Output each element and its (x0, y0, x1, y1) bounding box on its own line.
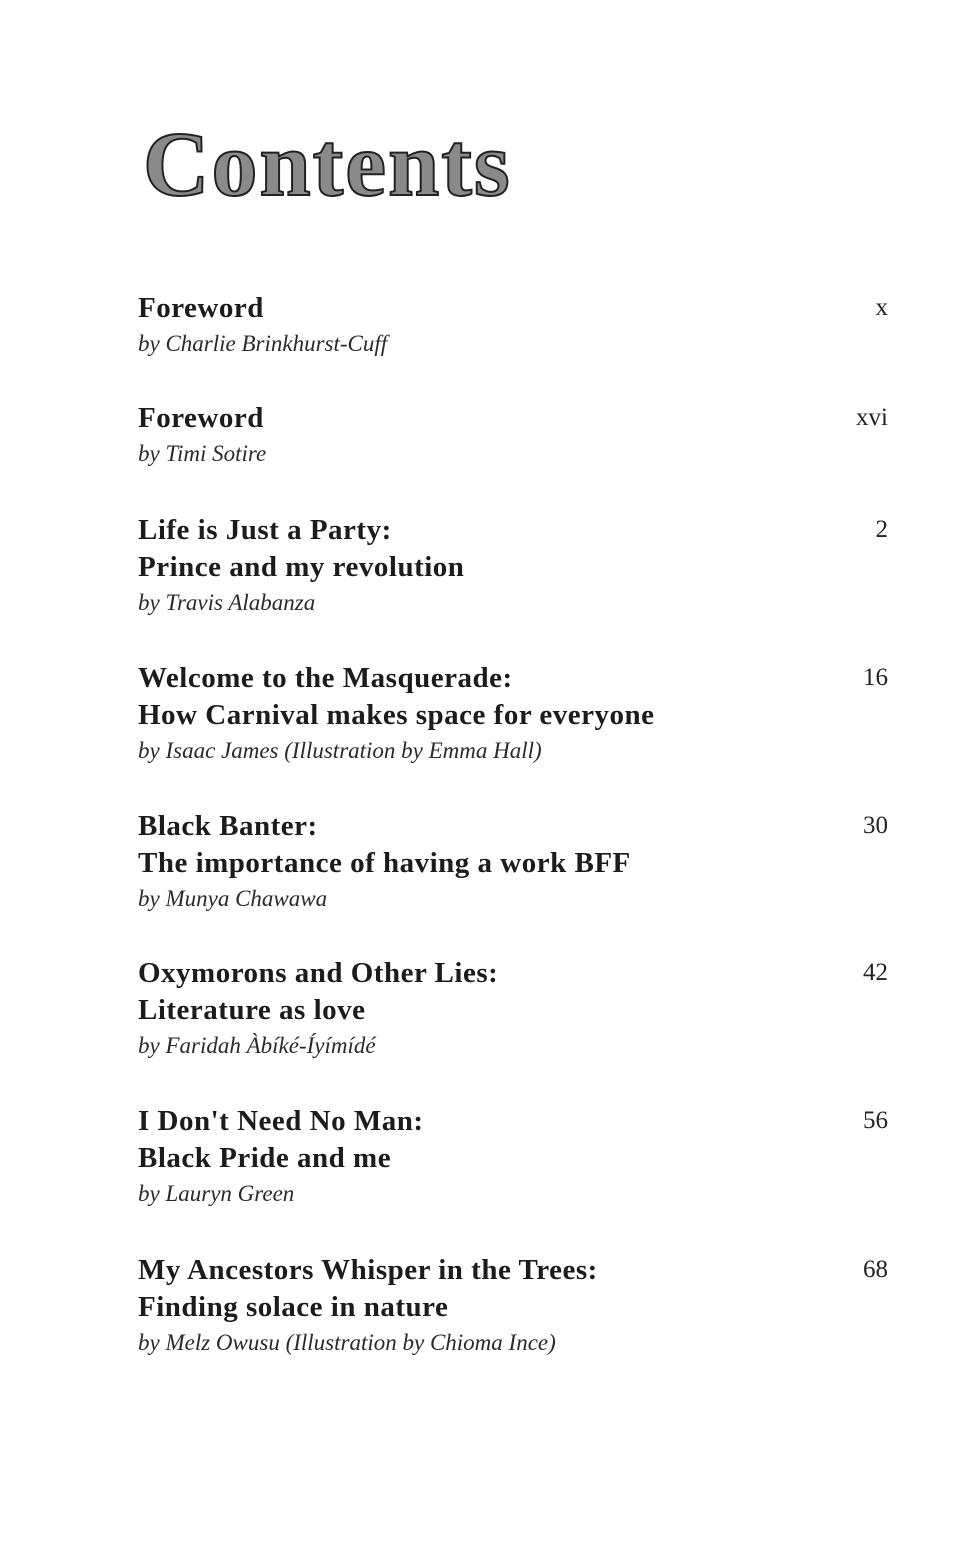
entry-title: Life is Just a Party: (138, 514, 392, 546)
entry-page-number: 30 (863, 812, 888, 839)
entry-subtitle: Prince and my revolution (138, 551, 465, 583)
entry-byline: by Munya Chawawa (138, 886, 328, 911)
entry-subtitle: The importance of having a work BFF (138, 847, 631, 879)
entry-byline: by Melz Owusu (Illustration by Chioma Ince) (138, 1330, 556, 1355)
toc-entry[interactable] (138, 1252, 898, 1360)
entry-title: Welcome to the Masquerade: (138, 662, 513, 694)
entry-page-number: xvi (856, 404, 888, 431)
entry-subtitle: How Carnival makes space for everyone (138, 699, 655, 731)
entry-page-number: 42 (863, 959, 888, 986)
entry-byline: by Faridah Àbíké-Íyímídé (138, 1033, 376, 1058)
toc-entry[interactable] (138, 808, 898, 916)
toc-entry[interactable] (138, 660, 898, 768)
entry-byline: by Isaac James (Illustration by Emma Hall) (138, 738, 542, 763)
entry-page-number: 16 (863, 664, 888, 691)
entry-byline: by Lauryn Green (138, 1181, 295, 1206)
entry-byline: by Travis Alabanza (138, 590, 316, 615)
toc-entry[interactable] (138, 400, 898, 471)
toc-entry[interactable] (138, 955, 898, 1063)
toc-entry[interactable] (138, 290, 898, 361)
entry-subtitle: Literature as love (138, 994, 366, 1026)
page-title: Contents (143, 113, 512, 215)
entry-byline: by Timi Sotire (138, 441, 267, 466)
entry-page-number: 2 (875, 516, 888, 543)
entry-title: My Ancestors Whisper in the Trees: (138, 1254, 598, 1286)
entry-title: Black Banter: (138, 810, 318, 842)
entry-byline: by Charlie Brinkhurst-Cuff (138, 331, 388, 356)
entry-page-number: 68 (863, 1256, 888, 1283)
entry-page-number: 56 (863, 1107, 888, 1134)
entry-title: Foreword (138, 292, 264, 324)
entry-title: I Don't Need No Man: (138, 1105, 424, 1137)
entry-subtitle: Black Pride and me (138, 1142, 392, 1174)
entry-page-number: x (875, 294, 888, 321)
toc-entry[interactable] (138, 512, 898, 620)
entry-title: Foreword (138, 402, 264, 434)
toc-entry[interactable] (138, 1103, 898, 1211)
entry-title: Oxymorons and Other Lies: (138, 957, 499, 989)
entry-subtitle: Finding solace in nature (138, 1291, 449, 1323)
